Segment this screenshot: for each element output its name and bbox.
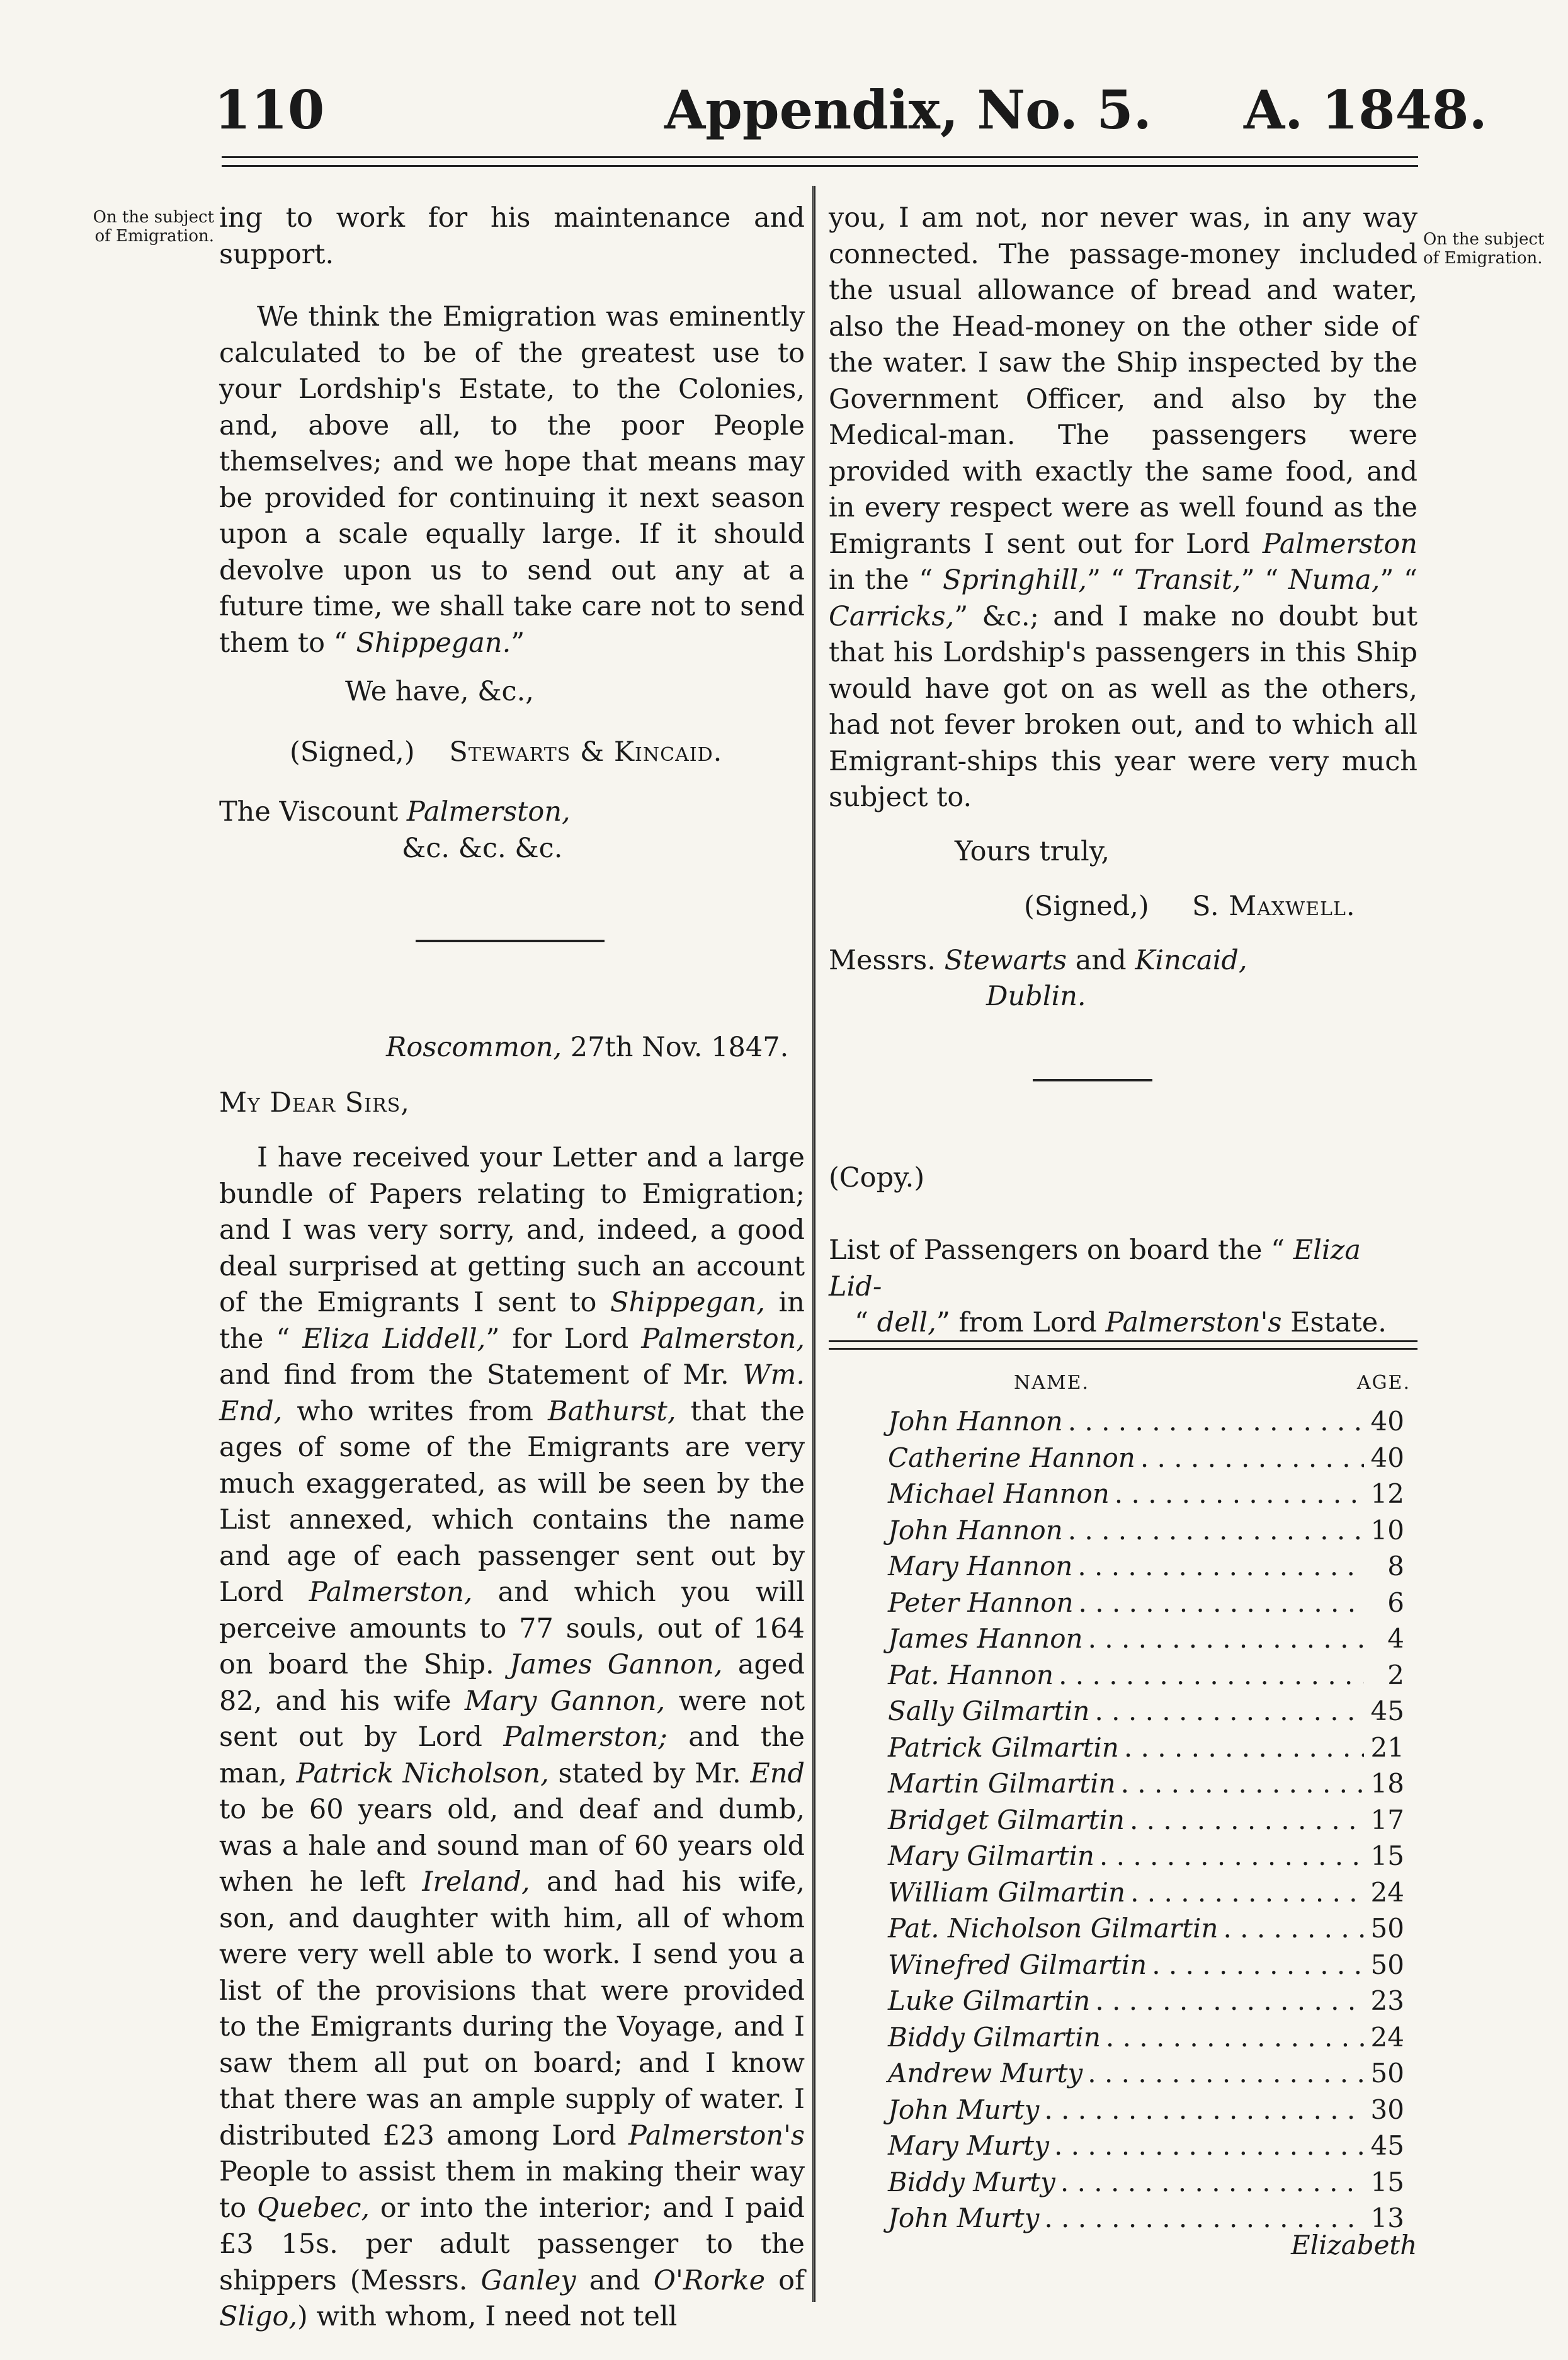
italic-segment: Carricks, [829,600,955,632]
italic-segment: Mary Gannon, [464,1685,666,1717]
passenger-list [888,1406,1404,2239]
italic-segment: End [750,1757,805,1789]
leader-dots [1095,1985,1364,2016]
passenger-name: Mary Gilmartin [888,1840,1094,1871]
passenger-age: 24 [1370,1876,1404,1908]
passenger-age: 15 [1370,2166,1404,2198]
leader-dots [1099,1840,1364,1871]
passenger-row [888,2167,1404,2203]
passenger-row [888,1623,1404,1660]
passenger-age: 2 [1387,1659,1404,1690]
text-segment: ” “ [1087,564,1135,596]
italic-segment: Palmerston's [628,2119,805,2152]
leader-dots [1124,1732,1364,1763]
text-segment: of [765,2264,805,2296]
text-segment: were not sent out by Lord [219,1685,805,1753]
col-name-header: NAME. [1014,1372,1090,1394]
leader-dots [1094,1696,1364,1726]
recipients: Messrs. Stewarts and Kincaid, [829,944,1247,976]
passenger-name: Catherine Hannon [888,1442,1135,1473]
text-segment: ” “ [1241,564,1288,596]
italic-segment: Quebec, [256,2192,370,2224]
leader-dots [1121,1768,1364,1799]
leader-dots [1223,1913,1364,1944]
passenger-age: 12 [1370,1478,1404,1509]
text-segment: and had his wife, son, and daughter with him, all of whom were very well able to work. I send you a list of the provisions that were provided to the Emigrants during the Voyage, and I saw them all put on board; and I know that there was an ample supply of water. I distributed £23 among Lord [219,1866,805,2152]
left-column-top [219,200,805,867]
passenger-row [888,1985,1404,2022]
italic-segment: Shippegan, [610,1287,765,1318]
leader-dots [1152,1949,1364,1980]
italic-segment: Bathurst, [548,1395,676,1427]
text-segment: in the “ [829,564,943,596]
salutation: My Dear Sirs, [219,1086,410,1119]
passenger-age: 50 [1370,1913,1404,1944]
text-segment: that the ages of some of the Emigrants are very much exaggerated, as will be seen by the List annexed, which contains the name and age of each passenger sent out by Lord [219,1395,805,1608]
passenger-name: Andrew Murty [888,2058,1083,2089]
leader-dots [1130,1804,1364,1835]
text-segment: to be 60 years old, and deaf and dumb, was a hale and sound man of 60 years old when he left [219,1794,805,1898]
passenger-name: Biddy Gilmartin [888,2021,1101,2053]
italic-segment: Eliza Liddell, [302,1323,486,1355]
leader-dots [1044,2094,1364,2125]
header-rule-bottom [222,165,1418,167]
passenger-row [888,1406,1404,1442]
passenger-name: Mary Hannon [888,1551,1073,1582]
italic-segment: James Gannon, [509,1649,723,1680]
text-segment: or into the interior; and I paid £3 15s. per adult passenger to the shippers (Messrs. [219,2192,805,2296]
left-column-letter [219,1030,805,2335]
leader-dots [1079,1587,1365,1618]
passenger-age: 50 [1370,1949,1404,1980]
leader-dots [1059,1660,1364,1690]
text-segment: and the man, [219,1721,805,1789]
italic-segment: Ganley [480,2264,576,2296]
passenger-name: John Murty [888,2203,1040,2233]
passenger-row [888,1913,1404,1949]
column-divider [812,186,815,2302]
passenger-name: Peter Hannon [888,1587,1074,1618]
passenger-row [888,1877,1404,1913]
passenger-row [888,2058,1404,2094]
passenger-age: 15 [1370,1840,1404,1871]
margin-note-right: On the subject of Emigration. [1423,230,1545,268]
passenger-age: 40 [1370,1442,1404,1473]
passenger-name: John Hannon [888,1406,1063,1437]
passenger-age: 10 [1370,1514,1404,1546]
addressee-etc: &c. &c. &c. [402,832,563,864]
closing: Yours truly, [955,835,1110,867]
col-age-header: AGE. [1356,1372,1411,1394]
paragraph-emigration: We think the Emigration was eminently calculated to be of the greatest use to your Lordship's Estate, to the Colonies, and, above all, to the poor People themselves; and we hope that means may be provided for continuing it next season upon a scale equally large. If it should devolve upon us to send out any at a future time, we shall take care not to send them to “ Shippegan.” [219,301,805,659]
passenger-age: 50 [1370,2058,1404,2089]
passenger-row [888,1587,1404,1624]
leader-dots [1088,1623,1364,1654]
section-rule-left [416,940,605,942]
list-title: List of Passengers on board the “ Eliza Lid- “ dell,” from Lord Palmerston's Estate. [829,1234,1387,1338]
passenger-name: William Gilmartin [888,1876,1126,1908]
leader-dots [1068,1406,1364,1437]
leader-dots [1140,1442,1364,1473]
passenger-name: Bridget Gilmartin [888,1804,1125,1835]
passenger-row [888,1840,1404,1877]
passenger-name: Mary Murty [888,2130,1049,2161]
italic-segment: Palmerston, [309,1576,473,1608]
paragraph-continuation: ing to work for his maintenance and support. [219,202,805,270]
catchword: Elizabeth [1291,2230,1417,2260]
leader-dots [1106,2022,1364,2053]
passenger-name: Michael Hannon [888,1478,1110,1509]
leader-dots [1044,2203,1364,2233]
italic-segment: Transit, [1134,564,1241,596]
right-column-top [829,200,1417,1015]
section-rule-right [1033,1079,1152,1081]
passenger-age: 6 [1387,1587,1404,1618]
leader-dots [1068,1515,1364,1546]
passenger-row [888,2130,1404,2167]
letter-body [219,1140,805,2335]
passenger-row [888,1660,1404,1696]
passenger-name: Martin Gilmartin [888,1768,1116,1799]
italic-segment: O'Rorke [653,2264,766,2296]
recipients-place: Dublin. [986,981,1086,1012]
passenger-name: Biddy Murty [888,2166,1055,2198]
passenger-row [888,1696,1404,1732]
text-segment: People to assist them in making their way to [219,2156,805,2224]
italic-segment: Patrick Nicholson, [296,1757,549,1789]
dateline: Roscommon, 27th Nov. 1847. [386,1032,789,1063]
passenger-row [888,2094,1404,2131]
passenger-name: Pat. Nicholson Gilmartin [888,1913,1219,1944]
text-segment: and which you will perceive amounts to 77 souls, out of 164 on board the Ship. [219,1576,805,1680]
passenger-name: Luke Gilmartin [888,1985,1091,2016]
passenger-row [888,1949,1404,1986]
passenger-age: 23 [1370,1985,1404,2016]
text-segment: I have received your Letter and a large bundle of Papers relating to Emigration; and I was very sorry, and, indeed, a good deal surprised at getting such an account of the Emigrants I sent to [219,1142,805,1318]
passenger-name: James Hannon [888,1623,1083,1654]
passenger-age: 8 [1387,1551,1404,1582]
signature-maxwell: (Signed,) S. Maxwell. [1024,891,1356,922]
leader-dots [1054,2130,1364,2161]
page-title: Appendix, No. 5. [664,79,1152,141]
passenger-name: Sally Gilmartin [888,1696,1090,1726]
passenger-age: 30 [1370,2094,1404,2125]
list-rule-top [829,1340,1417,1342]
signature-line: (Signed,) Stewarts & Kincaid. [290,736,723,768]
text-segment: ” “ [1380,564,1418,596]
copy-label: (Copy.) [829,1162,925,1194]
page-year: A. 1848. [1244,79,1487,141]
italic-segment: Wm. End, [219,1359,805,1427]
text-segment: aged 82, and his wife [219,1649,805,1717]
header-rule-top [222,156,1418,158]
page-number: 110 [214,79,325,141]
text-segment: stated by Mr. [548,1757,751,1789]
passenger-name: John Hannon [888,1514,1063,1546]
leader-dots [1115,1478,1364,1509]
passenger-name: Winefred Gilmartin [888,1949,1147,1980]
leader-dots [1130,1877,1364,1908]
passenger-row [888,1515,1404,1551]
passenger-age: 17 [1370,1804,1404,1835]
text-segment: in the “ [219,1287,805,1355]
passenger-name: Pat. Hannon [888,1659,1054,1690]
leader-dots [1088,2058,1364,2089]
passenger-row [888,1551,1404,1587]
passenger-name: Patrick Gilmartin [888,1731,1119,1763]
italic-segment: Palmerston; [503,1721,668,1753]
passenger-row [888,1732,1404,1769]
margin-note-left: On the subject of Emigration. [93,208,214,246]
italic-segment: Sligo, [219,2301,298,2332]
passenger-age: 40 [1370,1406,1404,1437]
page-header [0,79,1568,148]
we-have-line: We have, &c., [345,676,534,707]
text-segment: and find from the Statement of Mr. [219,1359,743,1391]
letter-continuation [829,200,1417,816]
italic-segment: Ireland, [422,1866,530,1898]
passenger-name: John Murty [888,2094,1040,2125]
passenger-age: 45 [1370,1696,1404,1726]
passenger-age: 45 [1370,2130,1404,2161]
italic-segment: Springhill, [942,564,1087,596]
passenger-row [888,2022,1404,2058]
passenger-age: 24 [1370,2021,1404,2053]
leader-dots [1077,1551,1364,1582]
list-rule-bottom [829,1348,1417,1350]
text-segment: you, I am not, nor never was, in any way connected. The passage-money included the usual allowance of bread and water, also the Head-money on the other side of the water. I saw the Ship inspected by the Government Officer, and also by the Medical-man. The passengers were provided with exactly the same food, and in every respect were as well found as the Emigrants I sent out for Lord [829,202,1417,560]
text-segment: ) with whom, I need not tell [297,2301,678,2332]
text-segment: ” &c.; and I make no doubt but that his Lordship's passengers in this Ship would have got on as well as the others, had not fever broken out, and to which all Emigrant-ships this year were very much subject to. [829,600,1417,813]
passenger-row [888,1768,1404,1804]
italic-segment: Palmerston [1262,528,1417,560]
italic-segment: Numa, [1288,564,1380,596]
passenger-row [888,1478,1404,1515]
text-segment: and [576,2264,654,2296]
passenger-age: 21 [1370,1731,1404,1763]
passenger-age: 13 [1370,2203,1404,2233]
passenger-age: 4 [1387,1623,1404,1654]
leader-dots [1060,2167,1364,2198]
passenger-row [888,1804,1404,1841]
addressee-line: The Viscount Palmerston, [219,796,571,828]
text-segment: ” for Lord [486,1323,642,1355]
text-segment: who writes from [282,1395,548,1427]
passenger-row [888,1442,1404,1479]
italic-segment: Palmerston, [641,1323,805,1355]
passenger-age: 18 [1370,1768,1404,1799]
